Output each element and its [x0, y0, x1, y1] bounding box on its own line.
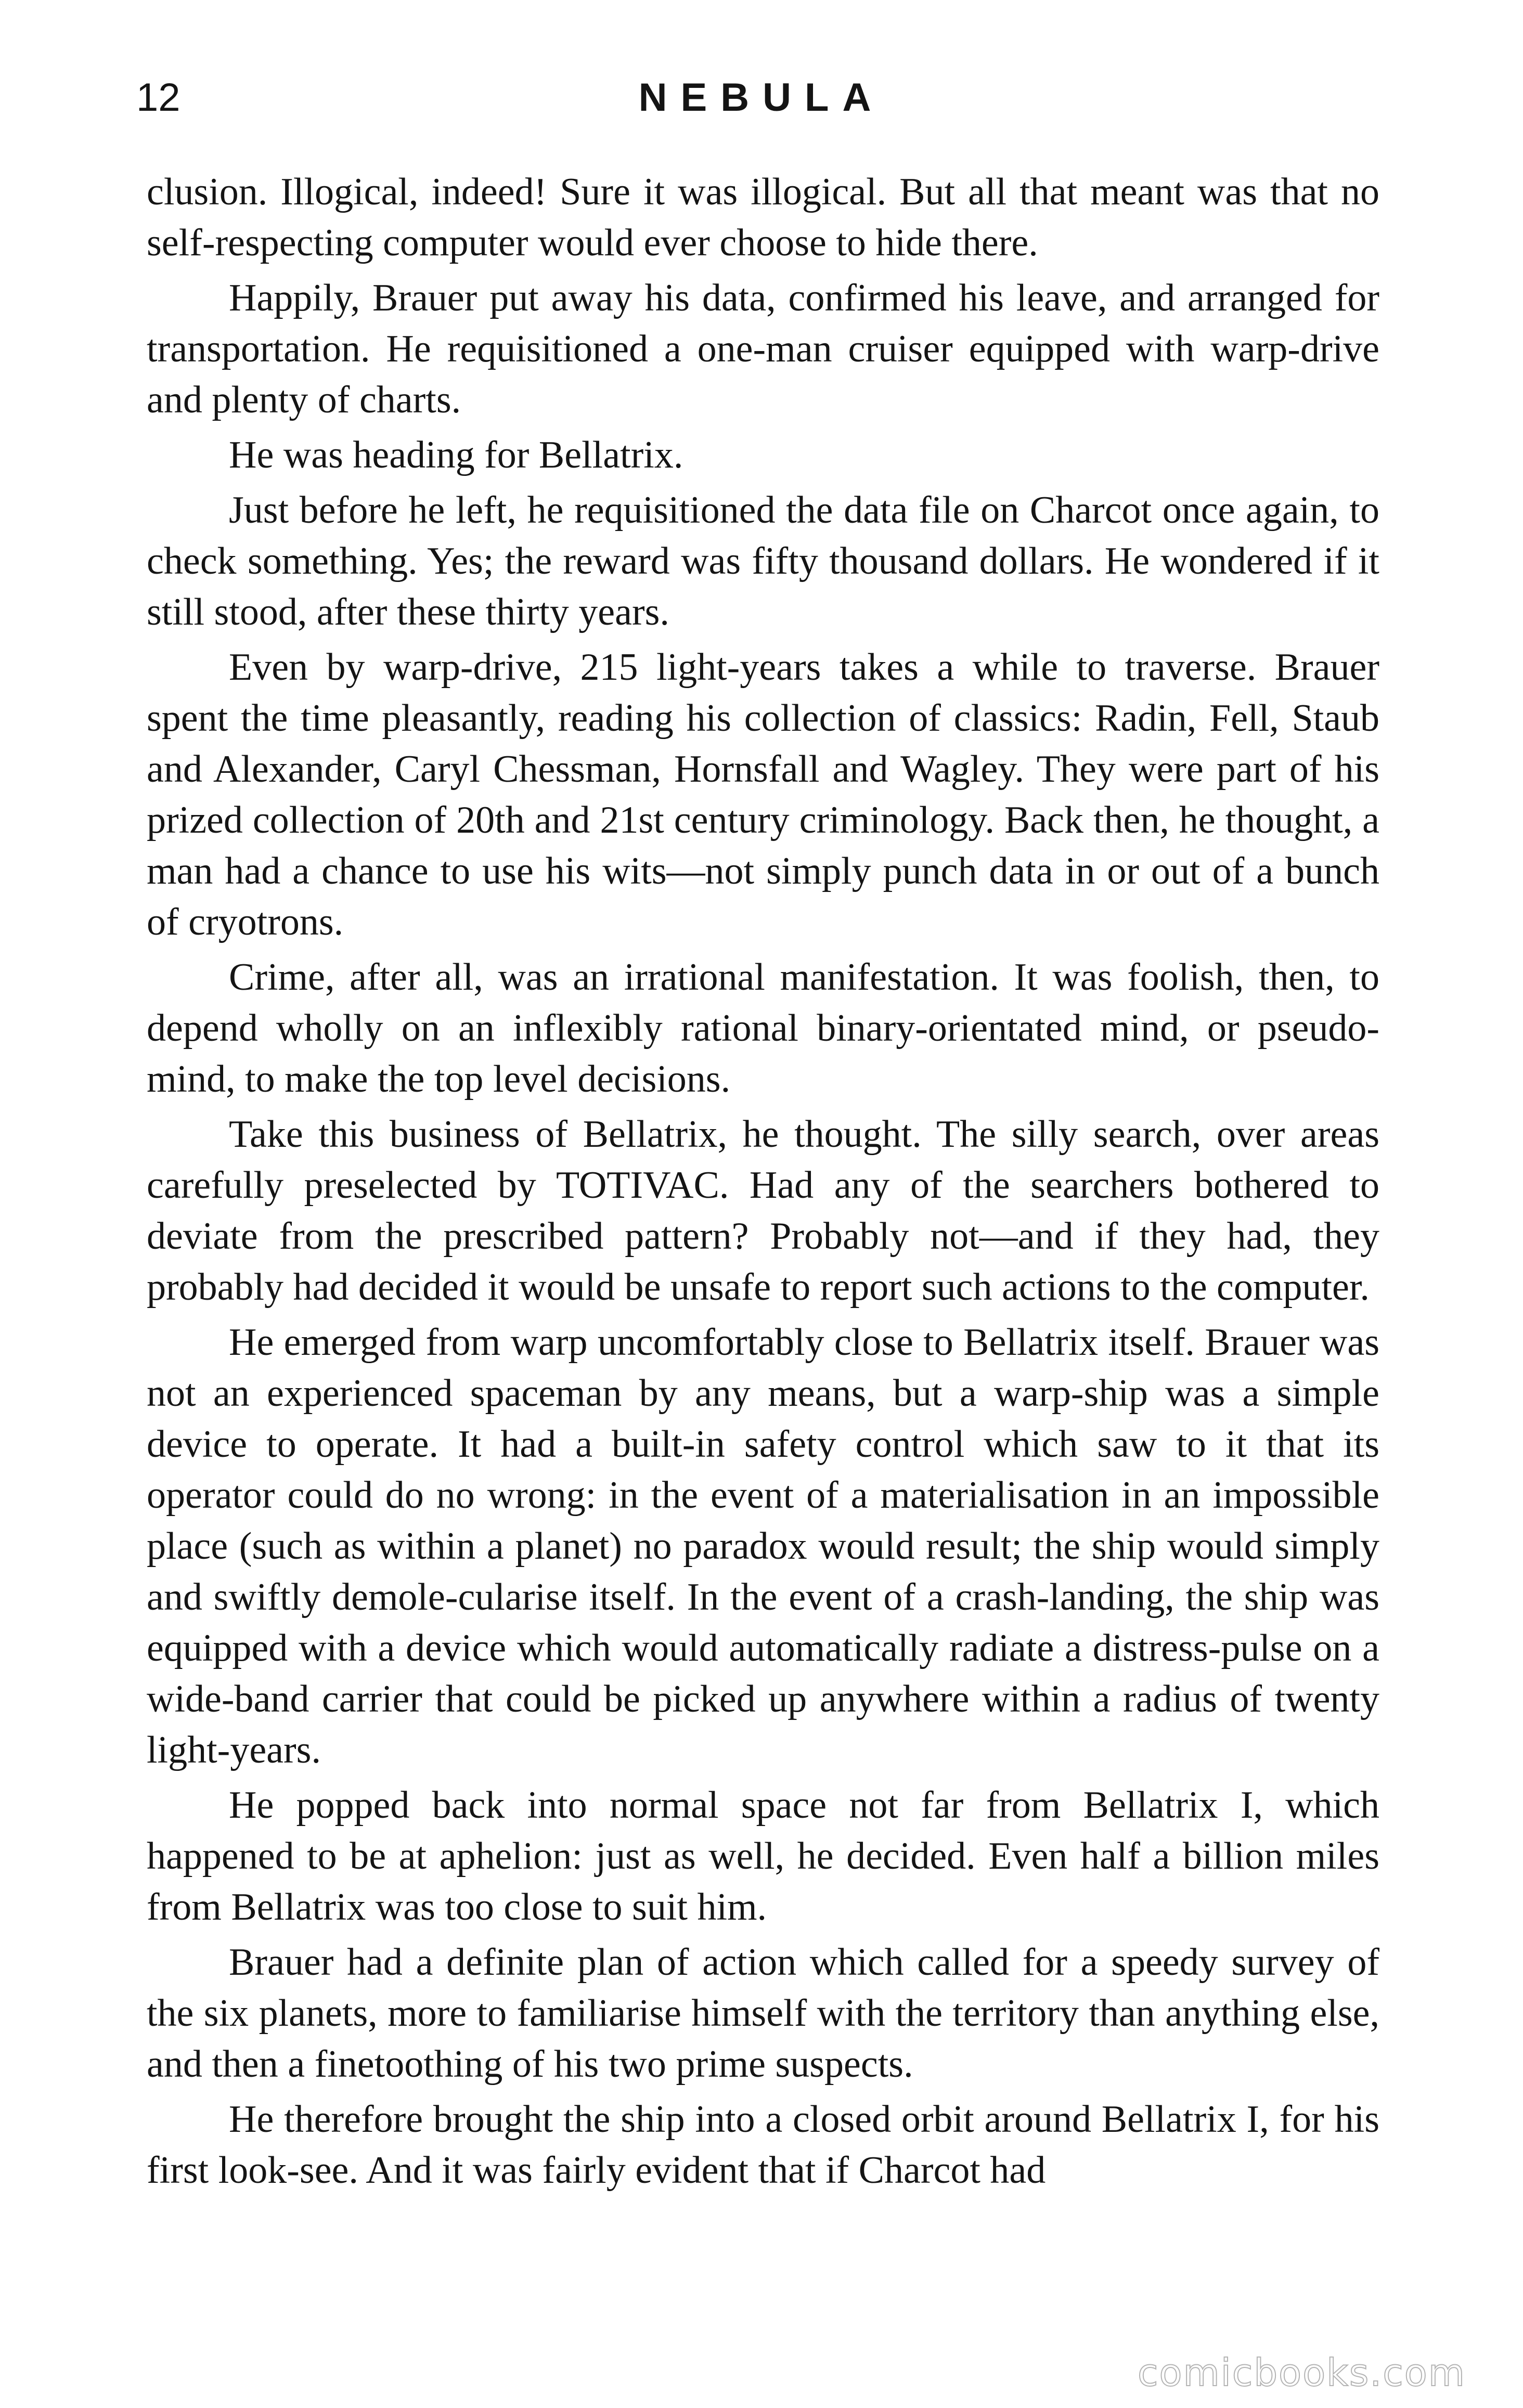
running-head-title: NEBULA — [638, 75, 885, 120]
paragraph: He therefore brought the ship into a closed orbit around Bellatrix I, for his first look-see. And it was fairly evident that if Charcot had — [147, 2098, 1379, 2192]
paragraph: He popped back into normal space not far from Bellatrix I, which happened to be at aphelion: just as well, he decided. Even half a billion miles from Bellatrix was too close to suit him. — [147, 1784, 1379, 1928]
watermark: comicbooks.com — [1137, 2351, 1466, 2394]
body-text — [147, 166, 1379, 2196]
page-number: 12 — [136, 75, 180, 120]
paragraph: Just before he left, he requisitioned the data file on Charcot once again, to check something. Yes; the reward was fifty thousand dollars. He wondered if it still stood, after these thirty years. — [147, 489, 1379, 633]
paragraph: He was heading for Bellatrix. — [229, 434, 683, 476]
paragraph: Take this business of Bellatrix, he thought. The silly search, over areas carefully preselected by TOTIVAC. Had any of the searchers bothered to deviate from the prescribed pattern? Probably not—and if they had, they probably had decided it would be unsafe to report such actions to the computer. — [147, 1113, 1379, 1309]
paragraph: Brauer had a definite plan of action which called for a speedy survey of the six planets, more to familiarise himself with the territory than anything else, and then a finetoothing of his two prime suspects. — [147, 1941, 1379, 2086]
paragraph: Even by warp-drive, 215 light-years takes a while to traverse. Brauer spent the time pleasantly, reading his collection of classics: Radin, Fell, Staub and Alexander, Caryl Chessman, Hornsfall and Wagley. They were part of his prized collection of 20th and 21st century criminology. Back then, he thought, a man had a chance to use his wits—not simply punch data in or out of a bunch of cryotrons. — [147, 646, 1379, 943]
paragraph: clusion. Illogical, indeed! Sure it was illogical. But all that meant was that no self-respecting computer would ever choose to hide there. — [147, 171, 1379, 264]
paragraph: Crime, after all, was an irrational manifestation. It was foolish, then, to depend wholly on an inflexibly rational binary-orientated mind, or pseudo-mind, to make the top level decisions. — [147, 956, 1379, 1101]
paragraph: He emerged from warp uncomfortably close to Bellatrix itself. Brauer was not an experienced spaceman by any means, but a warp-ship was a simple device to operate. It had a built-in safety control which saw to it that its operator could do no wrong: in the event of a materialisation in an impossible place (such as within a planet) no paradox would result; the ship would simply and swiftly demole-cularise itself. In the event of a crash-landing, the ship was equipped with a device which would automatically radiate a distress-pulse on a wide-band carrier that could be picked up anywhere within a radius of twenty light-years. — [147, 1321, 1379, 1771]
paragraph: Happily, Brauer put away his data, confirmed his leave, and arranged for transportation. He requisitioned a one-man cruiser equipped with warp-drive and plenty of charts. — [147, 277, 1379, 421]
